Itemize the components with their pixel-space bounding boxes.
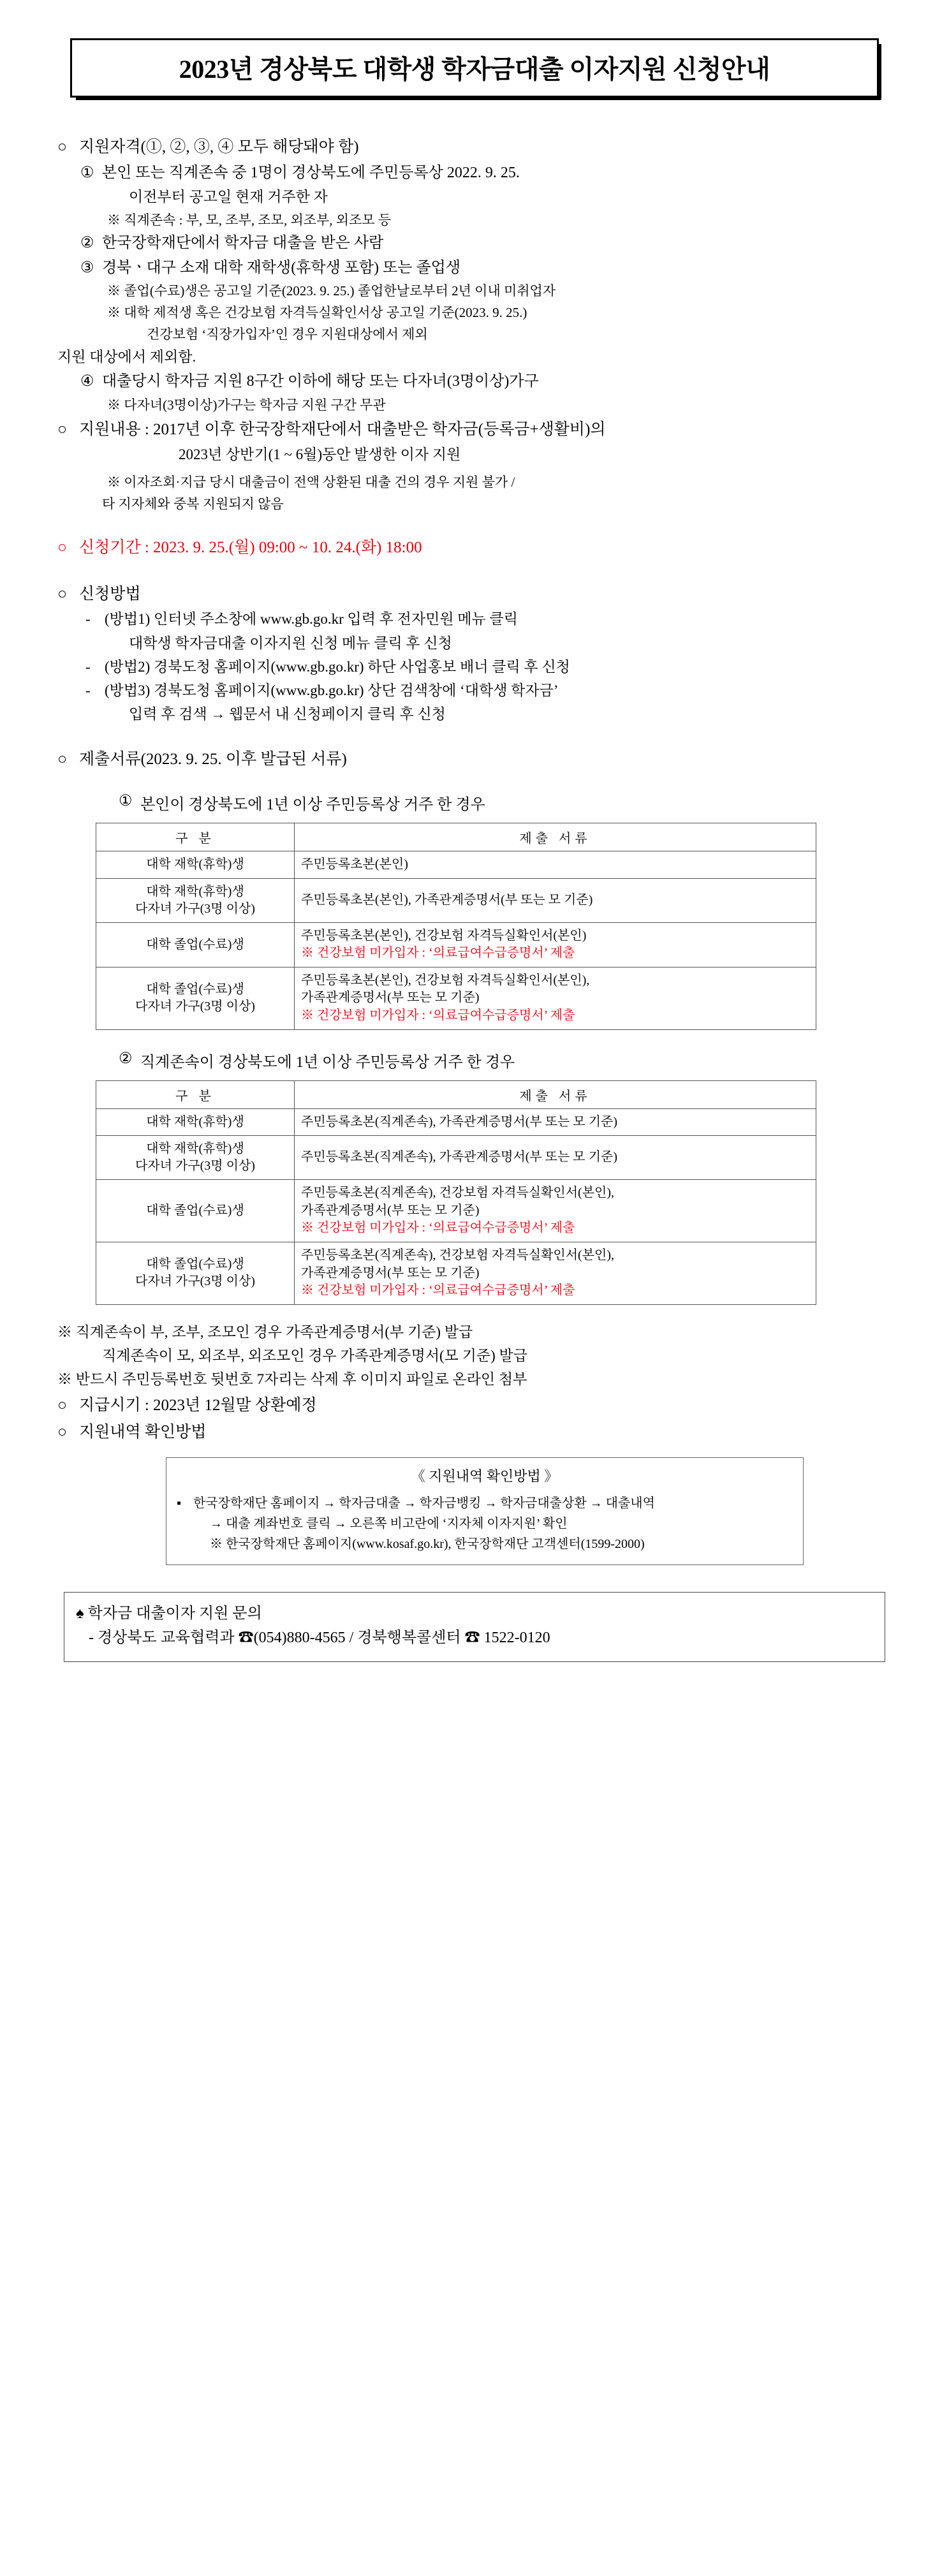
- documents-footnote-3-text: ※ 반드시 주민등록번호 뒷번호 7자리는 삭제 후 이미지 파일로 온라인 첨부: [57, 1371, 527, 1388]
- apply-method-item-3-line-1: (방법3) 경북도청 홈페이지(www.gb.go.kr) 상단 검색창에 ‘대학생 학자금’: [105, 682, 559, 699]
- payment-heading-row: [57, 1393, 892, 1419]
- qualification-item-1-cont: [129, 185, 892, 209]
- qualification-item-4: [80, 369, 892, 394]
- table1-wrapper: [96, 823, 816, 1030]
- documents-footnote-2-text: 직계존속이 모, 외조부, 외조모인 경우 가족관계증명서(모 기준) 발급: [102, 1348, 527, 1364]
- table-row: [96, 1180, 816, 1242]
- support-content-note-1: [107, 471, 892, 493]
- documents-heading: 제출서류(2023. 9. 25. 이후 발급된 서류): [79, 750, 347, 768]
- bullet-circle-icon: ○: [57, 1396, 68, 1414]
- qualification-item-1: [80, 161, 892, 186]
- support-content-heading-cont: [179, 443, 892, 466]
- documents-footnote-1-text: ※ 직계존속이 부, 조부, 조모인 경우 가족관계증명서(부 기준) 발급: [57, 1323, 473, 1340]
- check-heading: 지원내역 확인방법: [79, 1424, 207, 1441]
- qualification-item-4-line-1: 대출당시 학자금 지원 8구간 이하에 해당 또는 다자녀(3명이상)가구: [102, 372, 539, 390]
- check-info-note-text: ※ 한국장학재단 홈페이지(www.kosaf.go.kr), 한국장학재단 고객센터(1599-2000): [210, 1536, 645, 1551]
- support-content-note-2: [102, 493, 892, 515]
- bullet-circle-icon: ○: [57, 138, 68, 156]
- bullet-square-icon: ▪: [177, 1496, 182, 1510]
- table2-header-type: 구 분: [96, 1080, 295, 1108]
- table1-row4-docs-line-2: 가족관계증명서(부 또는 모 기준): [301, 990, 480, 1005]
- apply-method-item-3: [85, 679, 892, 702]
- contact-heading-row: [76, 1601, 873, 1626]
- bullet-circle-icon: ○: [57, 539, 68, 557]
- table1-row4-docs-note: ※ 건강보험 미가입자 : ‘의료급여수급증명서’ 제출: [301, 1008, 575, 1023]
- apply-method-item-2-line-1: (방법2) 경북도청 홈페이지(www.gb.go.kr) 하단 사업홍보 배너 클릭 후 신청: [105, 658, 570, 675]
- table2-row2-type: [96, 1136, 295, 1180]
- qualification-item-2: [80, 231, 892, 256]
- table1-row2-type: [96, 878, 295, 922]
- table1-header-type: 구 분: [96, 823, 295, 851]
- apply-method-heading: 신청방법: [79, 585, 141, 603]
- table2-caption: 직계존속이 경상북도에 1년 이상 주민등록상 거주 한 경우: [140, 1054, 515, 1071]
- table2-row3-type: 대학 졸업(수료)생: [96, 1180, 295, 1242]
- table2-row3-docs: [295, 1180, 816, 1242]
- qualification-item-3-tail: [57, 345, 892, 369]
- item-number-4: ④: [80, 372, 94, 390]
- table2-row1-docs: 주민등록초본(직계존속), 가족관계증명서(부 또는 모 기준): [295, 1108, 816, 1136]
- qualification-item-3-note-3-text: 건강보험 ‘직장가입자’인 경우 지원대상에서 제외: [147, 327, 428, 342]
- table2-row3-docs-note: ※ 건강보험 미가입자 : ‘의료급여수급증명서’ 제출: [301, 1221, 575, 1235]
- table2-row2-docs: 주민등록초본(직계존속), 가족관계증명서(부 또는 모 기준): [295, 1136, 816, 1180]
- section-documents: [57, 747, 892, 1392]
- apply-method-item-2: [85, 655, 892, 679]
- table1-caption-number: ①: [119, 793, 133, 810]
- qualification-item-1-note-text: ※ 직계존속 : 부, 모, 조부, 조모, 외조부, 외조모 등: [107, 212, 392, 228]
- documents-footnote-2: [102, 1344, 892, 1367]
- apply-method-item-1-cont: [129, 631, 892, 655]
- table-row: [96, 851, 816, 879]
- table2-row2-type-line-1: 대학 재학(휴학)생: [146, 1142, 244, 1156]
- apply-method-item-1-line-1: (방법1) 인터넷 주소창에 www.gb.go.kr 입력 후 전자민원 메뉴 클릭: [105, 611, 518, 628]
- qualification-heading: 지원자격(①, ②, ③, ④ 모두 해당돼야 함): [79, 138, 359, 156]
- table1-row2-type-line-1: 대학 재학(휴학)생: [146, 884, 244, 899]
- check-info-line-2-text: → 대출 계좌번호 클릭 → 오른쪽 비고란에 ‘지자체 이자지원’ 확인: [210, 1516, 568, 1531]
- payment-heading: 지급시기 : 2023년 12월말 상환예정: [79, 1396, 317, 1414]
- table2-caption-row: [119, 1049, 892, 1071]
- table1-row4-docs: [295, 967, 816, 1029]
- section-period: [57, 535, 892, 561]
- table-row: [96, 878, 816, 922]
- title-shadow-bottom: [76, 96, 881, 100]
- qualification-item-4-note: [107, 394, 892, 416]
- period-heading-row: [57, 535, 892, 561]
- table2-row4-docs: [295, 1242, 816, 1305]
- qualification-item-3-note-1: [107, 280, 892, 302]
- qualification-item-1-line-1: 본인 또는 직계존속 중 1명이 경상북도에 주민등록상 2022. 9. 25.: [102, 164, 520, 181]
- section-check: [57, 1420, 892, 1565]
- item-number-1: ①: [80, 164, 94, 181]
- check-info-line-1-text: 한국장학재단 홈페이지 → 학자금대출 → 학자금뱅킹 → 학자금대출상환 → 대출내역: [193, 1496, 655, 1510]
- bullet-circle-icon: ○: [57, 585, 68, 603]
- documents-footnote-1: [57, 1320, 892, 1344]
- table1-caption: 본인이 경상북도에 1년 이상 주민등록상 거주 한 경우: [140, 797, 485, 814]
- table2-row1-type: 대학 재학(휴학)생: [96, 1108, 295, 1136]
- check-info-note: [210, 1534, 793, 1554]
- section-support-content: [57, 417, 892, 515]
- table-header-row: [96, 1080, 816, 1108]
- table1-row4-type-line-1: 대학 졸업(수료)생: [146, 982, 244, 997]
- qualification-item-3-note-2-text: ※ 대학 제적생 혹은 건강보험 자격득실확인서상 공고일 기준(2023. 9. 25.): [107, 305, 527, 321]
- qualification-item-1-note: [107, 209, 892, 231]
- table1-row3-type: 대학 졸업(수료)생: [96, 922, 295, 967]
- table1-header-docs: 제출 서류: [295, 823, 816, 851]
- contact-detail: - 경상북도 교육협력과 ☎(054)880-4565 / 경북행복콜센터 ☎ 1522-0120: [89, 1629, 550, 1646]
- qualification-item-3-tail-text: 지원 대상에서 제외함.: [57, 349, 196, 365]
- table2-row3-docs-line-1: 주민등록초본(직계존속), 건강보험 자격득실확인서(본인),: [301, 1186, 615, 1200]
- bullet-dash-icon: -: [85, 658, 91, 675]
- section-qualification: [57, 135, 892, 416]
- table1-row4-type: [96, 967, 295, 1029]
- table2-header-docs: 제출 서류: [295, 1080, 816, 1108]
- table1-row1-type: 대학 재학(휴학)생: [96, 851, 295, 879]
- page-title: 2023년 경상북도 대학생 학자금대출 이자지원 신청안내: [179, 55, 770, 84]
- qualification-item-3-line-1: 경북ㆍ대구 소재 대학 재학생(휴학생 포함) 또는 졸업생: [102, 259, 461, 276]
- check-heading-row: [57, 1420, 892, 1446]
- check-info-box: [166, 1457, 804, 1565]
- table1-row3-docs-line-1: 주민등록초본(본인), 건강보험 자격득실확인서(본인): [301, 928, 587, 943]
- qualification-item-2-line-1: 한국장학재단에서 학자금 대출을 받은 사람: [102, 234, 384, 251]
- bullet-dash-icon: -: [85, 611, 91, 628]
- item-number-3: ③: [80, 259, 94, 276]
- documents-heading-row: [57, 747, 892, 773]
- qualification-item-3-note-3: [147, 323, 892, 345]
- table1-caption-row: [119, 791, 892, 814]
- apply-method-heading-row: [57, 582, 892, 608]
- bullet-circle-icon: ○: [57, 750, 68, 768]
- check-info-title: 《 지원내역 확인방법 》: [411, 1468, 559, 1484]
- item-number-2: ②: [80, 234, 94, 251]
- table2-row4-docs-line-1: 주민등록초본(직계존속), 건강보험 자격득실확인서(본인),: [301, 1248, 615, 1263]
- apply-method-item-3-line-2: 입력 후 검색 → 웹문서 내 신청페이지 클릭 후 신청: [129, 706, 446, 723]
- documents-footnote-3: [57, 1367, 892, 1391]
- documents-table-1: [96, 823, 816, 1030]
- apply-method-item-1-line-2: 대학생 학자금대출 이자지원 신청 메뉴 클릭 후 신청: [129, 635, 452, 651]
- title-shadow-right: [877, 44, 881, 99]
- table2-row4-type-line-2: 다자녀 가구(3명 이상): [135, 1274, 255, 1289]
- period-heading: 신청기간 : 2023. 9. 25.(월) 09:00 ~ 10. 24.(화) 18:00: [79, 539, 422, 557]
- support-content-heading: 지원내용 : 2017년 이후 한국장학재단에서 대출받은 학자금(등록금+생활비)의: [79, 420, 606, 438]
- table1-row2-docs: 주민등록초본(본인), 가족관계증명서(부 또는 모 기준): [295, 878, 816, 922]
- table2-caption-number: ②: [119, 1050, 133, 1067]
- table-header-row: [96, 823, 816, 851]
- table1-row3-docs-note: ※ 건강보험 미가입자 : ‘의료급여수급증명서’ 제출: [301, 946, 575, 960]
- documents-table-2: [96, 1080, 816, 1305]
- table-row: [96, 1108, 816, 1136]
- qualification-item-4-note-text: ※ 다자녀(3명이상)가구는 학자금 지원 구간 무관: [107, 397, 386, 413]
- support-content-note-1-text: ※ 이자조회·지급 당시 대출금이 전액 상환된 대출 건의 경우 지원 불가 /: [107, 475, 515, 490]
- qualification-item-3-note-2: [107, 302, 892, 323]
- support-content-heading-line-2: 2023년 상반기(1 ~ 6월)동안 발생한 이자 지원: [179, 446, 461, 463]
- table1-row4-type-line-2: 다자녀 가구(3명 이상): [135, 999, 255, 1014]
- table-row: [96, 1136, 816, 1180]
- table2-row4-type-line-1: 대학 졸업(수료)생: [146, 1257, 244, 1272]
- apply-method-item-3-cont: [129, 702, 892, 726]
- table1-row1-docs: 주민등록초본(본인): [295, 851, 816, 879]
- qualification-item-3: [80, 256, 892, 281]
- table1-row3-docs: [295, 922, 816, 967]
- contact-box: [64, 1592, 885, 1663]
- check-info-line-1: [177, 1493, 793, 1513]
- support-content-heading-row: [57, 417, 892, 443]
- contact-detail-row: [89, 1626, 873, 1650]
- apply-method-item-1: [85, 607, 892, 631]
- table1-row4-docs-line-1: 주민등록초본(본인), 건강보험 자격득실확인서(본인),: [301, 973, 590, 987]
- table1-row2-type-line-2: 다자녀 가구(3명 이상): [135, 901, 255, 916]
- qualification-heading-row: [57, 135, 892, 161]
- table2-row4-docs-note: ※ 건강보험 미가입자 : ‘의료급여수급증명서’ 제출: [301, 1283, 575, 1298]
- table-row: [96, 1242, 816, 1305]
- table-row: [96, 967, 816, 1029]
- section-apply-method: [57, 582, 892, 726]
- title-wrapper: [70, 38, 879, 98]
- bullet-dash-icon: -: [85, 682, 91, 699]
- qualification-item-3-note-1-text: ※ 졸업(수료)생은 공고일 기준(2023. 9. 25.) 졸업한날로부터 2년 이내 미취업자: [107, 283, 556, 299]
- table2-row2-type-line-2: 다자녀 가구(3명 이상): [135, 1159, 255, 1174]
- table-row: [96, 922, 816, 967]
- table2-wrapper: [96, 1080, 816, 1305]
- bullet-circle-icon: ○: [57, 1424, 68, 1441]
- table2-row4-type: [96, 1242, 295, 1305]
- bullet-circle-icon: ○: [57, 420, 68, 438]
- qualification-item-1-line-2: 이전부터 공고일 현재 거주한 자: [129, 189, 328, 205]
- title-box: [70, 38, 879, 98]
- section-payment: [57, 1393, 892, 1419]
- table2-row3-docs-line-2: 가족관계증명서(부 또는 모 기준): [301, 1203, 480, 1218]
- contact-heading: ♠ 학자금 대출이자 지원 문의: [76, 1605, 262, 1622]
- table2-row4-docs-line-2: 가족관계증명서(부 또는 모 기준): [301, 1265, 480, 1280]
- check-info-line-2: [210, 1513, 793, 1534]
- support-content-note-2-text: 타 지자체와 중복 지원되지 않음: [102, 496, 284, 512]
